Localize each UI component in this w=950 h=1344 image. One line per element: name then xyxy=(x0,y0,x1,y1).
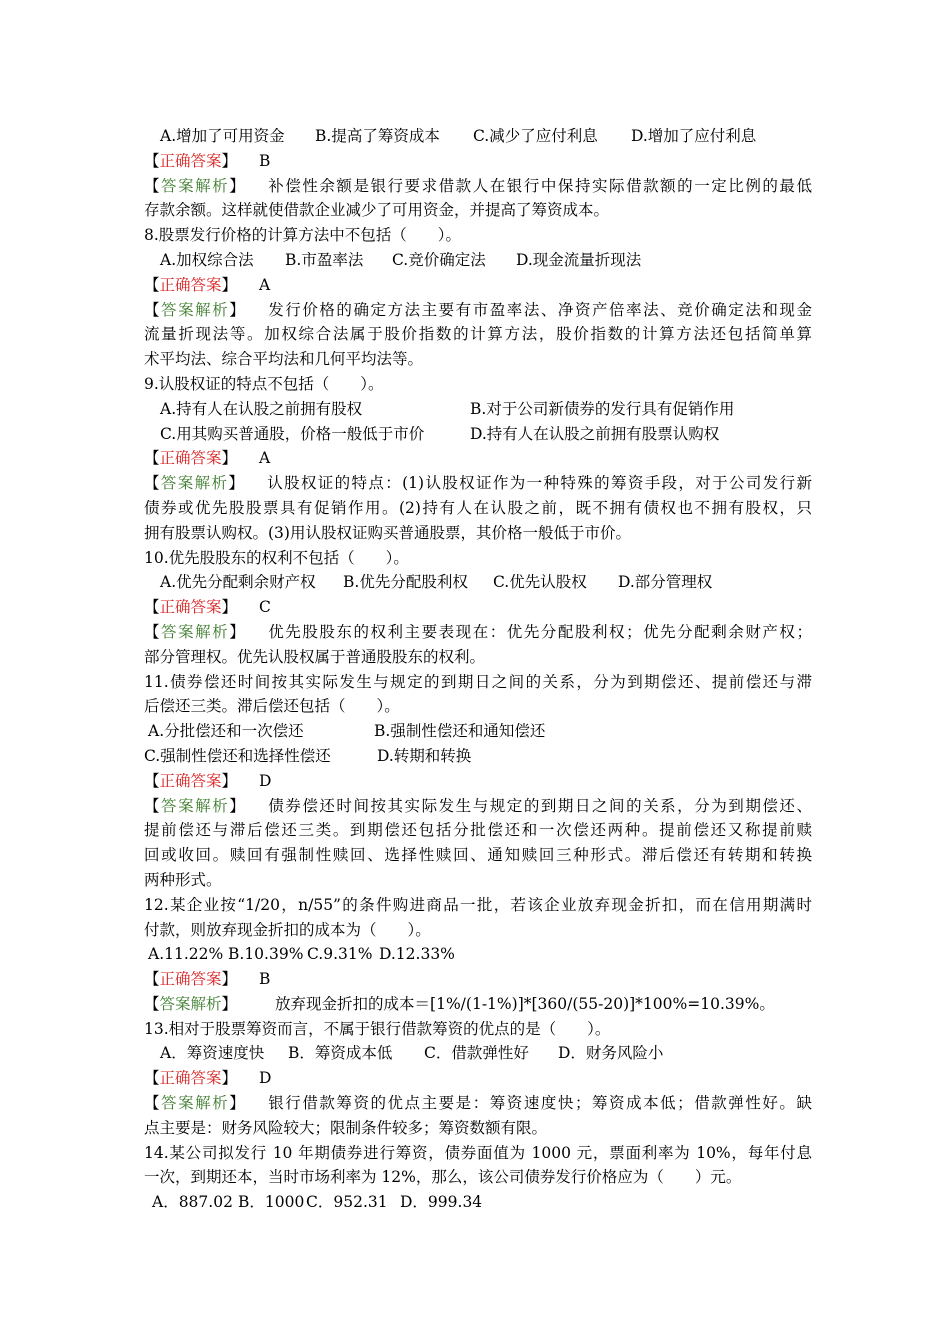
q9-analysis-line: 【答案解析】 认股权证的特点：(1)认股权证作为一种特殊的筹资手段，对于公司发行新 xyxy=(144,474,812,493)
analysis-label: 答案解析 xyxy=(161,176,230,195)
q9-option-d: D.持有人在认股之前拥有股票认购权 xyxy=(470,424,720,443)
q9-options-row2 xyxy=(144,422,812,447)
q9-analysis-line: 拥有股票认购权。(3)用认股权证购买普通股票，其价格一般低于市价。 xyxy=(144,523,631,542)
q9-answer-value: A xyxy=(259,449,271,468)
q10-option-b: B.优先分配股利权 xyxy=(343,573,468,592)
q7-answer-value: B xyxy=(259,151,271,170)
q9-stem: 9.认股权证的特点不包括（ ）。 xyxy=(144,374,384,393)
q13-analysis-line: 【答案解析】 银行借款筹资的优点主要是：筹资速度快；筹资成本低；借款弹性好。缺 xyxy=(144,1094,812,1113)
q8-answer: 【正确答案】 A xyxy=(144,275,271,294)
q14-stem: 14.某公司拟发行 10 年期债券进行筹资，债券面值为 1000 元，票面利率为 10%，每年付息 xyxy=(144,1143,812,1162)
q7-option-d: D.增加了应付利息 xyxy=(631,127,757,145)
q10-stem: 10.优先股股东的权利不包括（ ）。 xyxy=(144,548,409,567)
q12-stem: 付款，则放弃现金折扣的成本为（ ）。 xyxy=(144,920,431,939)
q9-answer: 【正确答案】 A xyxy=(144,449,271,468)
q13-answer-value: D xyxy=(259,1069,272,1088)
q11-option-b: B.强制性偿还和通知偿还 xyxy=(374,722,546,741)
q9-option-a: A.持有人在认股之前拥有股权 xyxy=(160,399,363,418)
document-content xyxy=(144,124,812,1215)
q9-option-b: B.对于公司新债券的发行具有促销作用 xyxy=(470,399,735,418)
q7-option-b: B.提高了筹资成本 xyxy=(315,127,440,145)
q9-options-row1 xyxy=(144,397,812,422)
q12-answer: 【正确答案】 B xyxy=(144,970,271,989)
q10-options xyxy=(144,570,812,595)
q12-option-d: D.12.33% xyxy=(379,945,455,964)
q8-option-c: C.竞价确定法 xyxy=(392,250,486,269)
q8-options xyxy=(144,248,812,273)
q8-answer-value: A xyxy=(259,275,271,294)
q12-analysis-line: 【答案解析】 放弃现金折扣的成本＝[1%/(1-1%)]*[360/(55-20)]*100%=10.39%。 xyxy=(144,994,775,1013)
q10-option-d: D.部分管理权 xyxy=(618,573,713,592)
q12-option-b: B.10.39% xyxy=(228,945,304,964)
q7-option-a: A.增加了可用资金 xyxy=(160,127,285,145)
q11-options-row1 xyxy=(144,719,812,744)
q12-option-c: C.9.31% xyxy=(307,945,373,964)
answer-label: 正确答案 xyxy=(159,151,222,170)
q9-option-c: C.用其购买普通股，价格一般低于市价 xyxy=(160,424,425,443)
q13-options xyxy=(144,1041,812,1066)
q13-option-d: D．财务风险小 xyxy=(558,1044,664,1063)
q12-option-a: A.11.22% xyxy=(148,945,224,964)
q11-option-d: D.转期和转换 xyxy=(377,746,472,765)
q13-option-b: B．筹资成本低 xyxy=(288,1044,393,1063)
q10-option-a: A.优先分配剩余财产权 xyxy=(160,573,316,592)
q10-analysis-line: 部分管理权。优先认股权属于普通股股东的权利。 xyxy=(144,647,486,666)
q10-answer-value: C xyxy=(259,598,271,617)
q9-analysis-line: 债券或优先股股票具有促销作用。(2)持有人在认股之前，既不拥有债权也不拥有股权，只 xyxy=(144,498,812,517)
q11-stem: 11.债券偿还时间按其实际发生与规定的到期日之间的关系，分为到期偿还、提前偿还与滞 xyxy=(144,672,812,691)
q14-option-d: D．999.34 xyxy=(400,1193,483,1212)
q11-answer: 【正确答案】 D xyxy=(144,771,272,790)
q10-analysis-line: 【答案解析】 优先股股东的权利主要表现在：优先分配股利权；优先分配剩余财产权； xyxy=(144,622,812,641)
q11-analysis-line: 【答案解析】 债券偿还时间按其实际发生与规定的到期日之间的关系，分为到期偿还、 xyxy=(144,796,812,815)
q14-stem: 一次，到期还本，当时市场利率为 12%，那么，该公司债券发行价格应为（ ）元。 xyxy=(144,1168,742,1187)
q12-options xyxy=(144,942,812,967)
q11-analysis-line: 两种形式。 xyxy=(144,870,222,889)
q11-stem: 后偿还三类。滞后偿还包括（ ）。 xyxy=(144,697,400,716)
q8-analysis-line: 流量折现法等。加权综合法属于股价指数的计算方法，股价指数的计算方法还包括简单算 xyxy=(144,325,812,344)
q8-option-a: A.加权综合法 xyxy=(160,250,254,269)
q8-stem: 8.股票发行价格的计算方法中不包括（ ）。 xyxy=(144,226,462,245)
q7-analysis-line: 存款余额。这样就使借款企业减少了可用资金，并提高了筹资成本。 xyxy=(144,201,610,220)
q13-option-a: A．筹资速度快 xyxy=(160,1044,265,1063)
q11-analysis-line: 回或收回。赎回有强制性赎回、选择性赎回、通知赎回三种形式。滞后偿还有转期和转换 xyxy=(144,846,812,865)
q8-option-d: D.现金流量折现法 xyxy=(516,250,642,269)
q12-stem: 12.某企业按“1/20，n/55”的条件购进商品一批，若该企业放弃现金折扣，而在信用期满时 xyxy=(144,895,812,914)
q7-options xyxy=(144,124,812,149)
q11-analysis-line: 提前偿还与滞后偿还三类。到期偿还包括分批偿还和一次偿还两种。提前偿还又称提前赎 xyxy=(144,821,812,840)
q13-option-c: C．借款弹性好 xyxy=(424,1044,529,1063)
q11-options-row2 xyxy=(144,744,812,769)
q10-option-c: C.优先认股权 xyxy=(493,573,587,592)
q8-analysis-line: 术平均法、综合平均法和几何平均法等。 xyxy=(144,350,424,369)
q10-answer: 【正确答案】 C xyxy=(144,598,271,617)
q7-analysis-line: 【答案解析】 补偿性余额是银行要求借款人在银行中保持实际借款额的一定比例的最低 xyxy=(144,176,812,195)
q7-answer: 【正确答案】 B xyxy=(144,151,271,170)
q8-option-b: B.市盈率法 xyxy=(285,250,364,269)
q14-option-c: C．952.31 xyxy=(306,1193,388,1212)
q13-stem: 13.相对于股票筹资而言，不属于银行借款筹资的优点的是（ ）。 xyxy=(144,1019,611,1038)
q14-option-b: B．1000 xyxy=(238,1193,305,1212)
q14-option-a: A．887.02 xyxy=(152,1193,233,1212)
q13-analysis-line: 点主要是：财务风险较大；限制条件较多；筹资数额有限。 xyxy=(144,1118,548,1137)
q14-options xyxy=(144,1190,812,1215)
q11-option-c: C.强制性偿还和选择性偿还 xyxy=(144,746,331,765)
q8-analysis-line: 【答案解析】 发行价格的确定方法主要有市盈率法、净资产倍率法、竞价确定法和现金 xyxy=(144,300,812,319)
q13-answer: 【正确答案】 D xyxy=(144,1069,272,1088)
q12-answer-value: B xyxy=(259,970,271,989)
q7-option-c: C.减少了应付利息 xyxy=(473,127,598,145)
q11-option-a: A.分批偿还和一次偿还 xyxy=(148,722,304,741)
q11-answer-value: D xyxy=(259,771,272,790)
